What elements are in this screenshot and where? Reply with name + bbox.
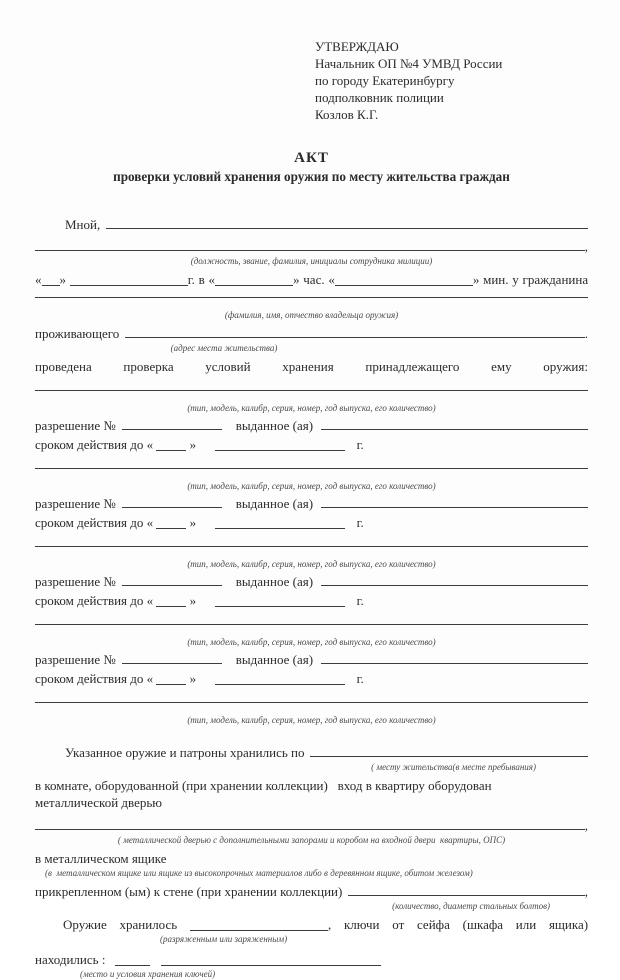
weapon-info-blank <box>35 699 588 703</box>
keys-word: или <box>515 917 537 932</box>
u-word: у <box>512 272 519 287</box>
owner-name-blank <box>35 294 588 298</box>
gun-word: хранилось <box>119 917 178 932</box>
permit-issuer-blank <box>321 426 588 430</box>
approval-line: Козлов К.Г. <box>315 107 379 122</box>
valid-year-label: г. <box>356 593 364 608</box>
weapon-info-row <box>35 465 588 480</box>
permit-number-row <box>35 651 588 668</box>
inspector-row <box>35 216 588 233</box>
keys-word: от <box>392 917 405 932</box>
room-line-2: металлической дверью <box>35 795 163 810</box>
metal-box-line: в металлическом ящике <box>35 851 167 866</box>
valid-label: сроком действия до <box>35 515 144 530</box>
permit-validity-row: сроком действия до « » г. <box>35 437 364 452</box>
permit-number-row <box>35 495 588 512</box>
door-info-blank <box>35 826 585 830</box>
permit-number-label: разрешение № <box>35 574 116 589</box>
valid-label: сроком действия до <box>35 671 144 686</box>
owner-name-row <box>35 294 588 309</box>
gun-word: Оружие <box>63 917 107 932</box>
valid-year-label: г. <box>356 671 364 686</box>
inspector-row-2 <box>35 238 588 255</box>
minute-field: « » <box>328 272 480 287</box>
permit-issued-label: выданное (ая) <box>235 574 314 589</box>
permit-number-blank <box>122 660 222 664</box>
permit-number-blank <box>122 426 222 430</box>
permit-validity-row: сроком действия до « » г. <box>35 593 364 608</box>
valid-date-blank <box>215 683 345 685</box>
weapon-caption: (тип, модель, калибр, серия, номер, год выпуска, его количество) <box>187 559 436 569</box>
permit-number-row <box>35 573 588 590</box>
document-title: АКТ <box>294 150 329 166</box>
valid-date-blank <box>215 527 345 529</box>
permit-block <box>35 495 588 531</box>
permit-issued-label: выданное (ая) <box>235 496 314 511</box>
permit-issuer-blank <box>321 504 588 508</box>
weapon-info-row <box>35 699 588 714</box>
permit-number-row <box>35 417 588 434</box>
permit-block <box>35 651 588 687</box>
minute-blank <box>335 284 473 286</box>
keys-located-row <box>35 951 588 968</box>
permit-block <box>35 573 588 609</box>
in-word: в <box>198 272 205 287</box>
valid-year-label: г. <box>356 437 364 452</box>
gun-stored-row <box>35 916 588 933</box>
permit-number-label: разрешение № <box>35 652 116 667</box>
storage-place-blank <box>310 753 588 757</box>
permit-block <box>35 417 588 453</box>
residing-label: проживающего <box>35 326 120 341</box>
weapon-info-blank <box>35 465 588 469</box>
valid-label: сроком действия до <box>35 437 144 452</box>
address-blank <box>125 334 584 338</box>
approval-block <box>315 38 565 123</box>
permit-number-label: разрешение № <box>35 496 116 511</box>
day-blank <box>42 284 60 286</box>
box-caption: (в металлическом ящике или ящике из высокопрочных материалов либо в деревянном ящике, обитом железом) <box>45 868 473 878</box>
room-line: в комнате, оборудованной (при хранении коллекции) вход в квартиру оборудован <box>35 778 492 793</box>
permit-issued-label: выданное (ая) <box>235 418 314 433</box>
loaded-state-blank <box>190 929 328 931</box>
hour-blank <box>215 284 293 286</box>
year-blank <box>70 284 188 286</box>
hours-label: час. <box>303 272 325 287</box>
weapon-info-blank <box>35 387 588 391</box>
permit-validity-row: сроком действия до « » г. <box>35 515 364 530</box>
valid-date-blank <box>215 449 345 451</box>
weapon-caption: (тип, модель, калибр, серия, номер, год выпуска, его количество) <box>187 481 436 491</box>
weapon-info-row <box>35 543 588 558</box>
attached-row <box>35 883 588 900</box>
inspector-name-blank <box>106 225 588 229</box>
storage-place-row <box>35 744 588 761</box>
keys-location-blank <box>161 964 381 966</box>
by-me-label: Мной, <box>65 217 101 232</box>
inspector-name-blank-2 <box>35 247 585 251</box>
permit-number-label: разрешение № <box>35 418 116 433</box>
weapon-info-row <box>35 621 588 636</box>
valid-year-label: г. <box>356 515 364 530</box>
weapon-caption: (тип, модель, калибр, серия, номер, год выпуска, его количество) <box>187 715 436 725</box>
keys-word: (шкафа <box>462 917 504 932</box>
stored-lead: Указанное оружие и патроны хранились по <box>65 745 305 760</box>
bolts-caption: (количество, диаметр стальных болтов) <box>392 901 550 911</box>
trailing-comma: , <box>584 884 588 899</box>
permit-issuer-blank <box>321 660 588 664</box>
loaded-caption: (разряженным или заряженным) <box>160 934 288 944</box>
minutes-label: мин. <box>483 272 509 287</box>
date-time-row <box>35 271 588 288</box>
bolts-blank <box>348 892 584 896</box>
keys-caption: (место и условия хранения ключей) <box>80 969 216 979</box>
period: . <box>584 326 588 341</box>
permit-validity-row: сроком действия до « » г. <box>35 671 364 686</box>
approval-line: подполковник полиции <box>315 90 444 105</box>
keys-word: ящика) <box>548 917 589 932</box>
valid-day-blank <box>156 527 186 529</box>
permit-issuer-blank <box>321 582 588 586</box>
year-field: г. <box>70 272 195 287</box>
approval-line: Начальник ОП №4 УМВД России <box>315 56 503 71</box>
permit-issued-label: выданное (ая) <box>235 652 314 667</box>
approval-label: УТВЕРЖДАЮ <box>315 39 399 54</box>
trailing-comma: , <box>584 818 588 833</box>
weapon-info-blank <box>35 621 588 625</box>
officer-caption: (должность, звание, фамилия, инициалы сотрудника милиции) <box>190 256 433 266</box>
keys-word: ключи <box>343 917 380 932</box>
citizen-word: гражданина <box>522 272 589 287</box>
weapon-info-row <box>35 387 588 402</box>
loaded-state-field: , <box>190 917 331 932</box>
door-caption: ( металлической дверью с дополнительными запорами и коробом на входной двери квартиры, ОПС) <box>117 835 506 845</box>
valid-day-blank <box>156 605 186 607</box>
attached-label: прикрепленном (ым) к стене (при хранении коллекции) <box>35 884 343 899</box>
place-caption: ( месту жительства(в месте пребывания) <box>371 762 536 772</box>
valid-date-blank <box>215 605 345 607</box>
permit-number-blank <box>122 504 222 508</box>
residence-row <box>35 325 588 342</box>
address-caption: (адрес места жительства) <box>170 343 278 353</box>
permit-number-blank <box>122 582 222 586</box>
keys-word: сейфа <box>417 917 450 932</box>
approval-line: по городу Екатеринбургу <box>315 73 455 88</box>
trailing-comma: , <box>584 239 588 254</box>
inspection-sentence: проведена проверка условий хранения принадлежащего ему оружия: <box>35 359 588 374</box>
keys-location-blank-short <box>115 964 150 966</box>
hour-field: « » <box>208 272 300 287</box>
day-field: « » <box>35 272 66 287</box>
valid-day-blank <box>156 683 186 685</box>
weapon-caption: (тип, модель, калибр, серия, номер, год выпуска, его количество) <box>187 637 436 647</box>
located-label: находились : <box>35 952 106 967</box>
door-info-row <box>35 817 588 834</box>
valid-label: сроком действия до <box>35 593 144 608</box>
owner-caption: (фамилия, имя, отчество владельца оружия) <box>224 310 399 320</box>
weapon-info-blank <box>35 543 588 547</box>
weapon-caption: (тип, модель, калибр, серия, номер, год выпуска, его количество) <box>187 403 436 413</box>
document-subtitle: проверки условий хранения оружия по месту жительства граждан <box>113 169 510 184</box>
valid-day-blank <box>156 449 186 451</box>
